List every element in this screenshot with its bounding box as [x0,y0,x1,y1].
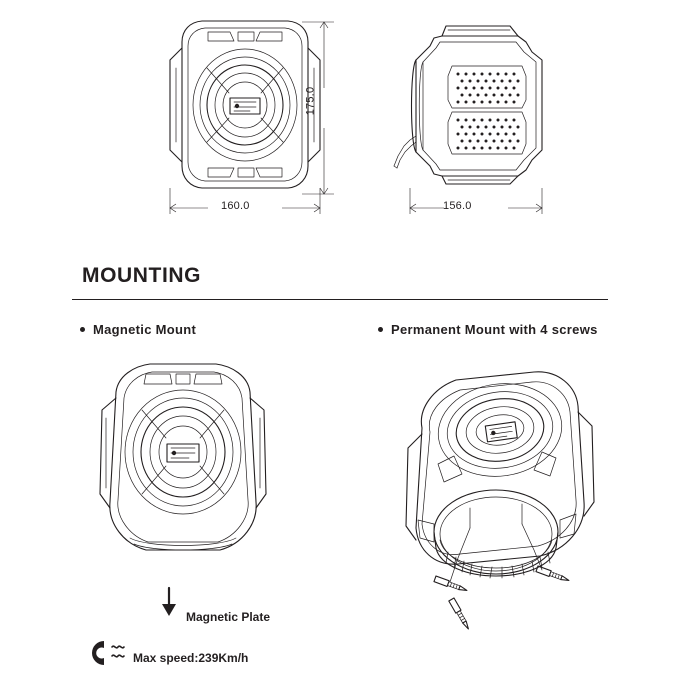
side-view-drawing [390,8,570,208]
mounting-option-label: Permanent Mount with 4 screws [391,322,598,337]
side-width-dimension [390,186,570,218]
magnetic-plate-label: Magnetic Plate [186,610,271,624]
permanent-mount-drawing [392,352,612,642]
section-divider [72,299,608,300]
mounting-option-permanent [378,322,598,337]
mounting-option-label: Magnetic Mount [93,322,197,337]
front-height-label: 175.0 [304,86,317,116]
side-width-label: 156.0 [443,200,472,212]
front-width-label: 160.0 [221,200,250,212]
magnet-icon [82,638,128,668]
mounting-option-magnetic [80,322,196,337]
down-arrow-icon [158,586,180,618]
magnetic-mount-drawing [78,352,288,582]
bullet-dot-icon [378,327,383,332]
page-title: MOUNTING [82,264,202,287]
bullet-dot-icon [80,327,85,332]
max-speed-label: Max speed:239Km/h [133,651,249,665]
